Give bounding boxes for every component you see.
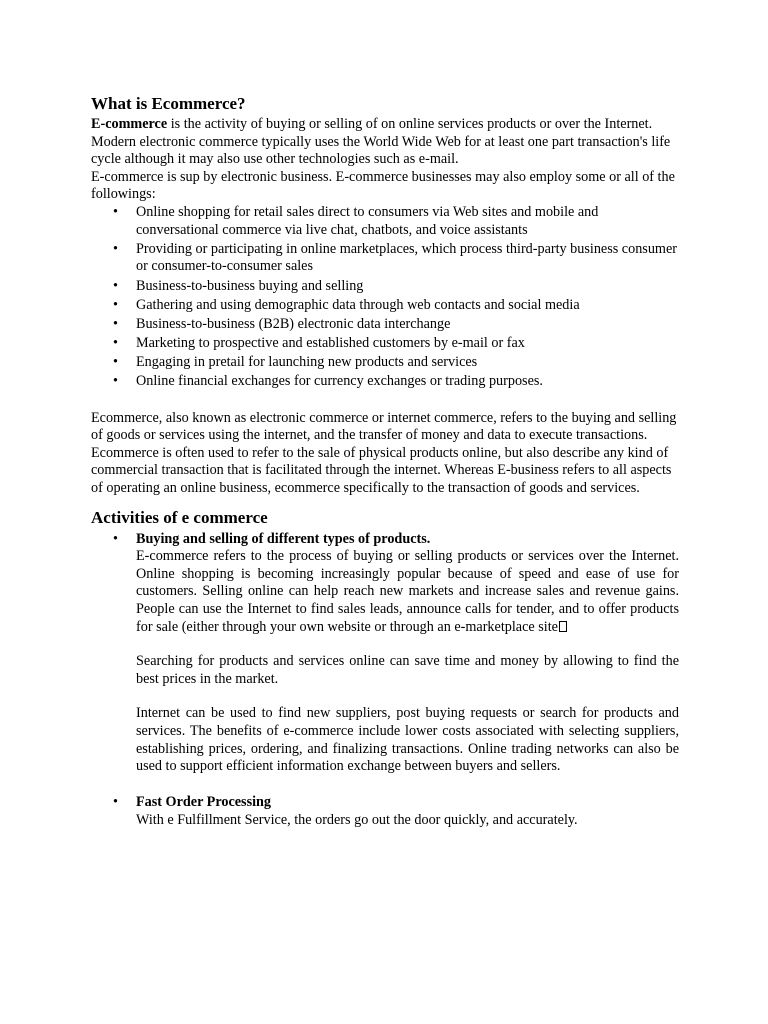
list-item: • Business-to-business buying and selling (91, 278, 679, 296)
list-item: • Online shopping for retail sales direct to consumers via Web sites and mobile and conversational commerce via live chat, chatbots, and voice assistants (91, 204, 679, 239)
section-heading-activities: Activities of e commerce (91, 507, 268, 527)
activities-list (91, 531, 679, 776)
activities-list-continued (91, 794, 679, 829)
ecommerce-activities-list (91, 204, 679, 391)
activity-item-buying-selling (91, 531, 679, 776)
intro-text: is the activity of buying or selling of on online services products or over the Internet. (167, 116, 653, 132)
list-item: • Providing or participating in online marketplaces, which process third-party business consumer or consumer-to-consumer sales (91, 241, 679, 276)
list-item: • Gathering and using demographic data through web contacts and social media (91, 297, 679, 315)
spacer (91, 393, 679, 410)
spacer (91, 777, 679, 794)
missing-glyph-box (559, 621, 567, 632)
activity-title: • Buying and selling of different types of products. (136, 530, 431, 547)
spacer (136, 688, 679, 705)
section-heading-what-is-ecommerce: What is Ecommerce? (91, 94, 246, 113)
list-item: • Online financial exchanges for currency exchanges or trading purposes. (91, 373, 679, 391)
paragraph-ecommerce-summary: Ecommerce, also known as electronic commerce or internet commerce, refers to the buying and selling of goods or services using the internet, and the transfer of money and data to execute transactions. Ecommerce is often used to refer to the sale of physical products online, but also describe any kind of commercial transaction that is facilitated through the internet. Whereas E-business refers to all aspects of operating an online business, ecommerce specifically to the transaction of goods and services. (91, 409, 677, 497)
intro-term: E-commerce (91, 116, 168, 132)
paragraph-electronic-business: E-commerce is sup by electronic business. E-commerce businesses may also employ some or all of the followings: (91, 168, 675, 203)
paragraph-modern-commerce: Modern electronic commerce typically uses the World Wide Web for at least one part transaction's life cycle although it may also use other technologies such as e-mail. (91, 133, 671, 168)
intro-paragraph (91, 116, 679, 134)
list-item: • Engaging in pretail for launching new products and services (91, 354, 679, 372)
list-item: • Marketing to prospective and established customers by e-mail or fax (91, 335, 679, 353)
activity-paragraph: With e Fulfillment Service, the orders go out the door quickly, and accurately. (136, 811, 578, 828)
activity-paragraph: E-commerce refers to the process of buying or selling products or services over the Internet. Online shopping is becoming increasingly popular because of speed and ease of use for customers. Selling online can help reach new markets and increase sales and revenue gains. People can use the Internet to find sales leads, announce calls for tender, and to offer products for sale (either through your own website or through an e-marketplace site (136, 548, 679, 635)
activity-title: • Fast Order Processing (136, 794, 272, 811)
activity-item-fast-order (91, 794, 679, 829)
list-item: • Business-to-business (B2B) electronic data interchange (91, 316, 679, 334)
document-page (91, 94, 679, 831)
activity-paragraph: Searching for products and services online can save time and money by allowing to find the best prices in the market. (136, 653, 679, 687)
activity-paragraph: Internet can be used to find new suppliers, post buying requests or search for products and services. The benefits of e-commerce include lower costs associated with selecting suppliers, establishing prices, ordering, and finalizing transactions. Online trading networks can also be used to support efficient information exchange between buyers and sellers. (136, 705, 679, 775)
spacer (136, 636, 679, 653)
